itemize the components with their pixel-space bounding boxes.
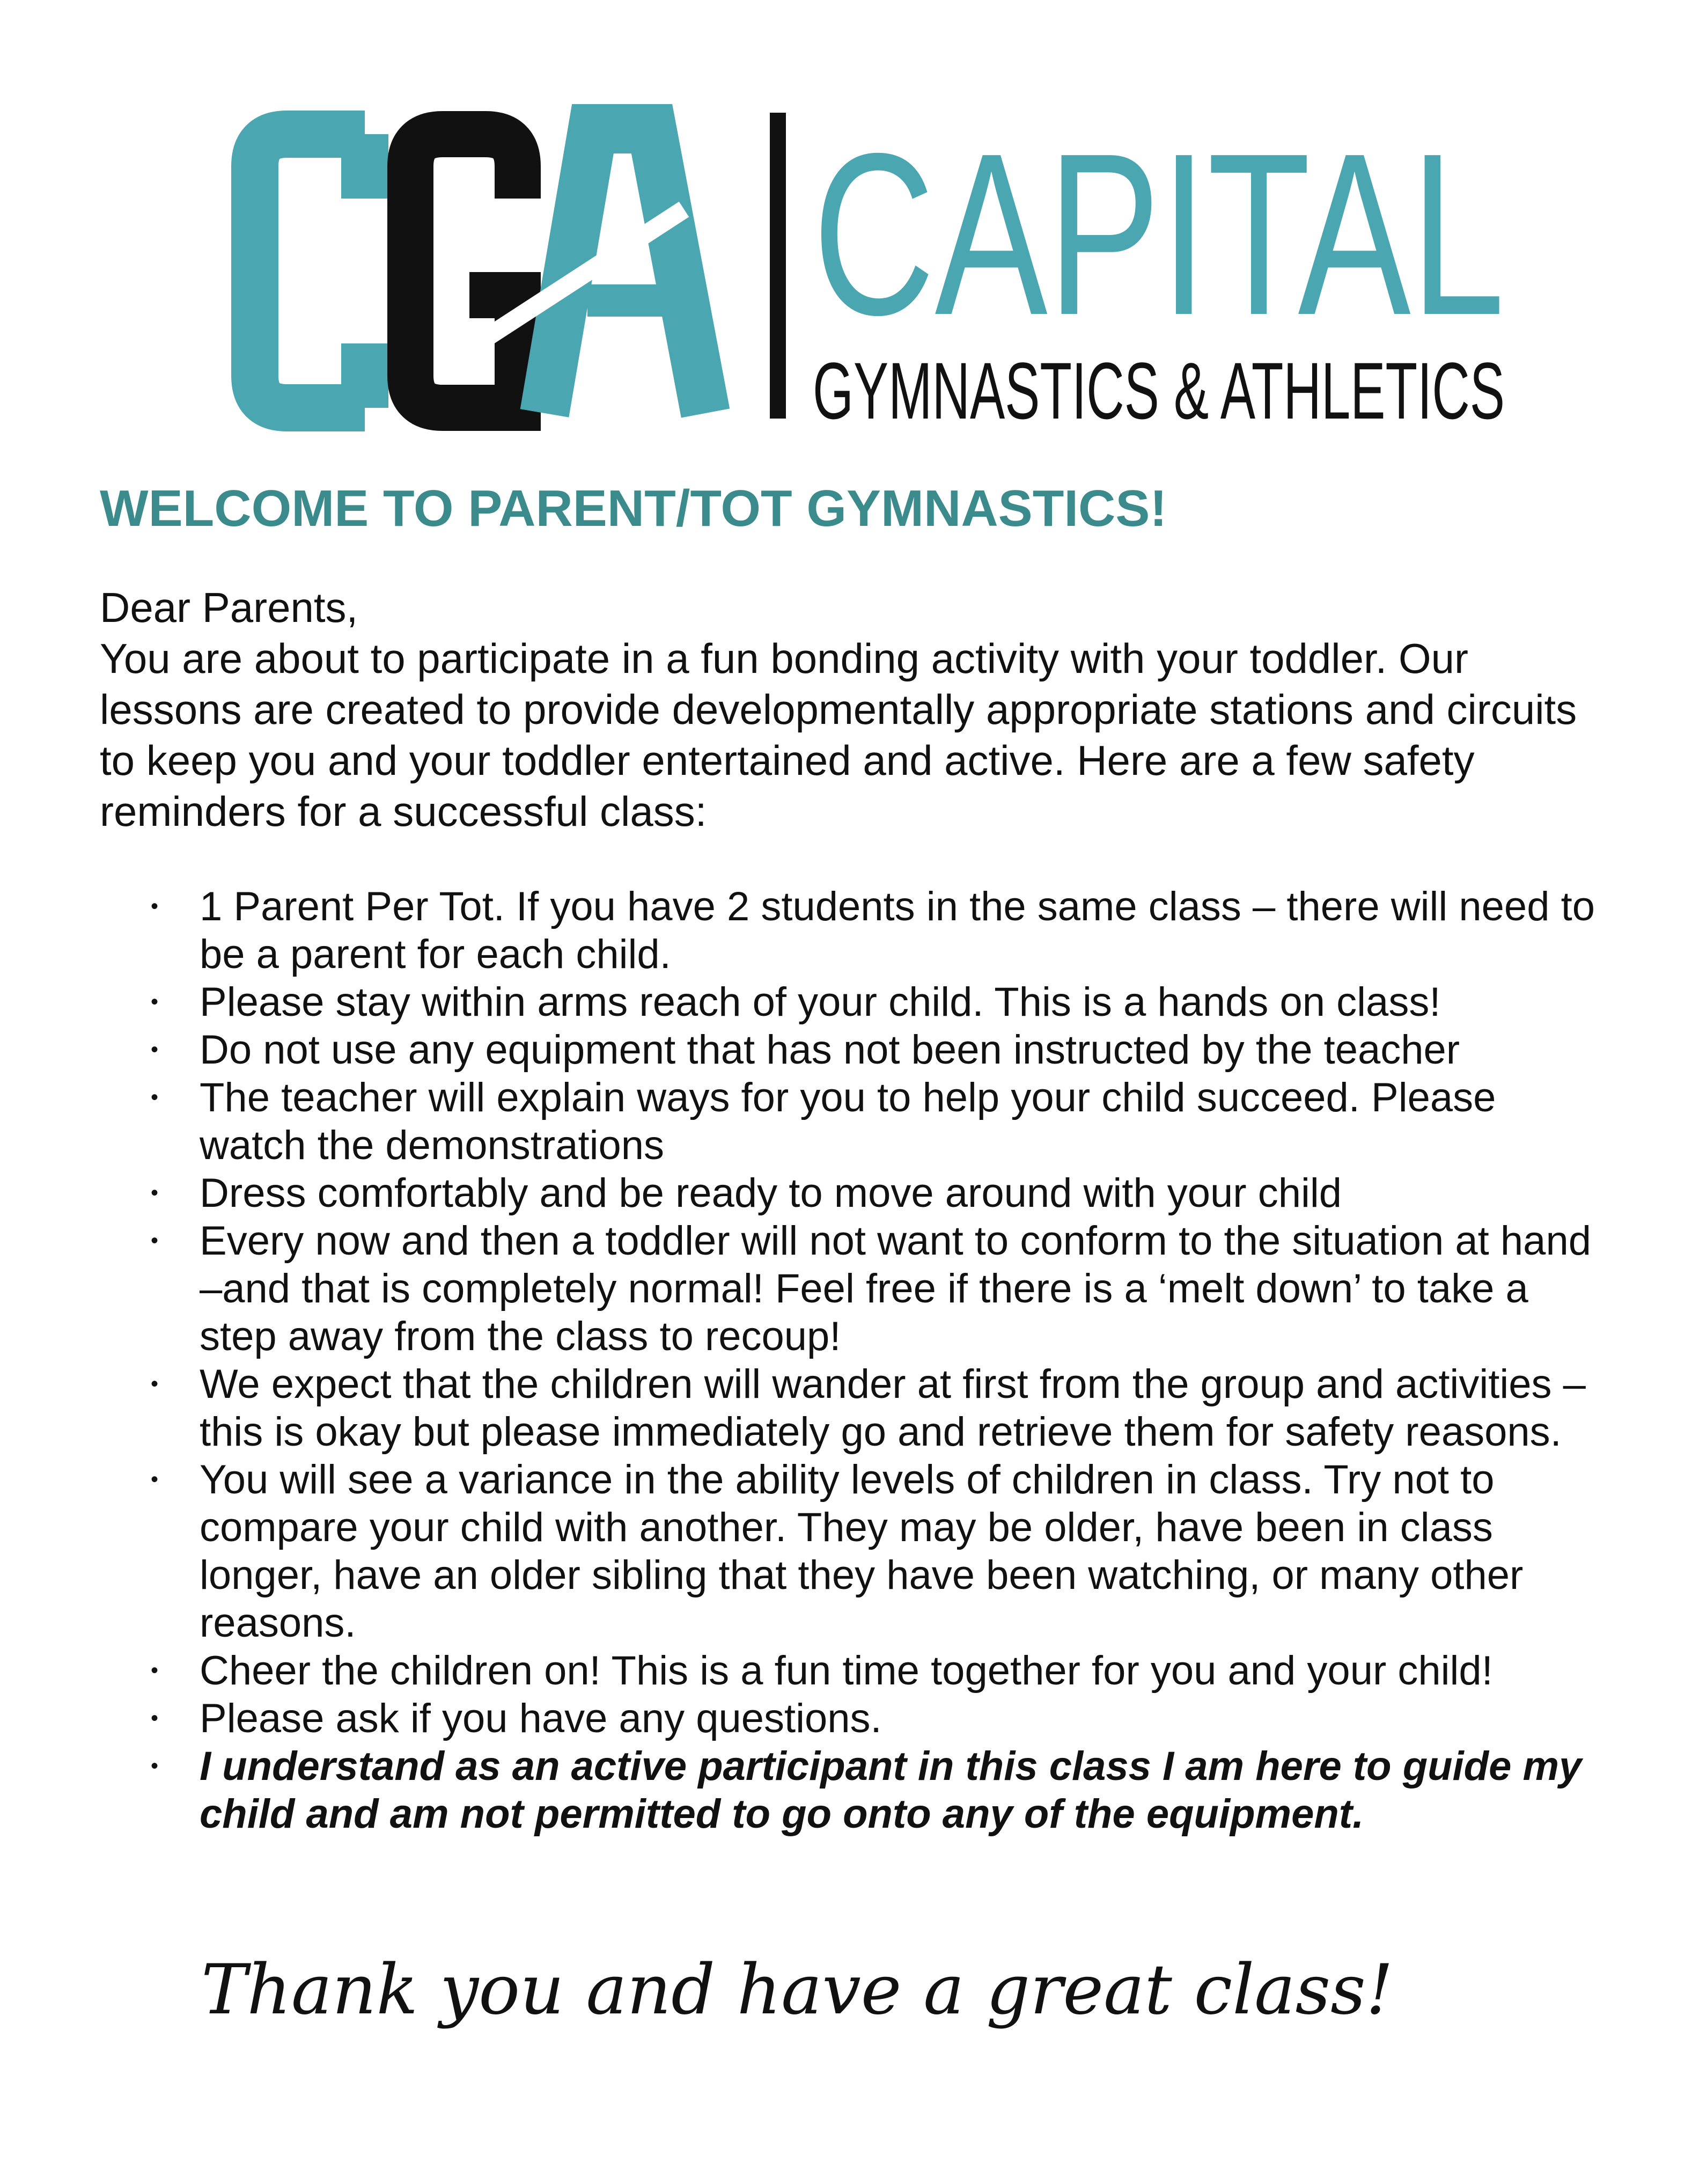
bullet-icon: • <box>151 1706 159 1730</box>
list-item: • Every now and then a toddler will not want to conform to the situation at hand –and that is completely normal! Feel free if there is a ‘melt down’ to take a step away from the class to recoup! <box>151 1218 1591 1359</box>
acknowledgement-item: • I understand as an active participant in this class I am here to guide my child and am not permitted to go onto any of the equipment. <box>151 1743 1582 1837</box>
bullet-icon: • <box>151 895 159 918</box>
list-item: • Do not use any equipment that has not been instructed by the teacher <box>151 1027 1460 1073</box>
closing-message: Thank you and have a great class! <box>201 1950 1394 2030</box>
bullet-icon: • <box>151 1229 159 1252</box>
logo-divider <box>770 113 786 419</box>
list-item: • We expect that the children will wander at first from the group and activities – this is okay but please immediately go and retrieve them for safety reasons. <box>151 1361 1586 1455</box>
greeting: Dear Parents, <box>100 584 358 631</box>
bullet-icon: • <box>151 990 159 1014</box>
list-item: • The teacher will explain ways for you to help your child succeed. Please watch the demonstrations <box>151 1075 1496 1168</box>
list-item: • You will see a variance in the ability levels of children in class. Try not to compare your child with another. They may be older, have been in class longer, have an older sibling that they have been watching, or many other reasons. <box>151 1457 1524 1646</box>
bullet-icon: • <box>151 1038 159 1061</box>
bullet-icon: • <box>151 1372 159 1396</box>
safety-reminders-list <box>100 883 1602 1838</box>
cga-logo <box>244 97 1521 436</box>
bullet-icon: • <box>151 1086 159 1109</box>
intro-paragraph: You are about to participate in a fun bonding activity with your toddler. Our lessons are created to provide developmentally appropriate stations and circuits to keep you and your toddler entertained and active. Here are a few safety reminders for a successful class: <box>100 635 1577 835</box>
list-item: • Dress comfortably and be ready to move around with your child <box>151 1170 1342 1216</box>
page-title: WELCOME TO PARENT/TOT GYMNASTICS! <box>100 480 1167 537</box>
logo-tagline: GYMNASTICS & ATHLETICS <box>813 346 1505 436</box>
bullet-icon: • <box>151 1754 159 1778</box>
bullet-icon: • <box>151 1659 159 1682</box>
list-item: • Please stay within arms reach of your child. This is a hands on class! <box>151 979 1441 1025</box>
list-item: • 1 Parent Per Tot. If you have 2 students in the same class – there will need to be a parent for each child. <box>151 884 1595 977</box>
bullet-icon: • <box>151 1468 159 1491</box>
logo-letter-a <box>545 129 705 413</box>
list-item: • Cheer the children on! This is a fun time together for you and your child! <box>151 1648 1493 1694</box>
list-item: • Please ask if you have any questions. <box>151 1696 882 1741</box>
logo-letter-g <box>410 134 518 408</box>
intro <box>100 582 1613 837</box>
bullet-icon: • <box>151 1181 159 1205</box>
logo-name: CAPITAL <box>813 106 1505 363</box>
